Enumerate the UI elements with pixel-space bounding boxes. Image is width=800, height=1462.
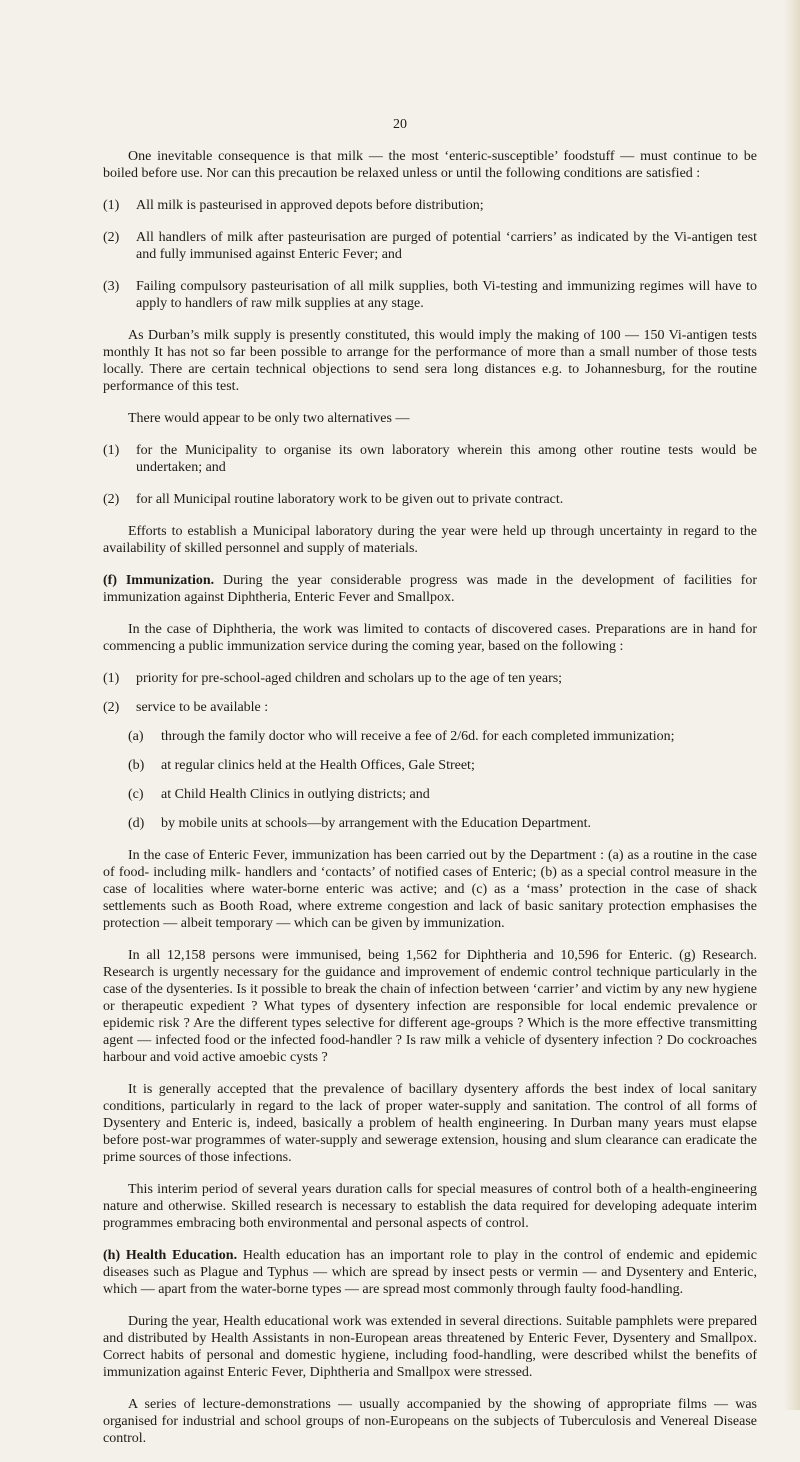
section-text: During the year considerable progress was made in the development of facilities for immunization against Diphtheria, Enteric Fever and Smallpox. (103, 573, 757, 605)
list-text: by mobile units at schools—by arrangement with the Education Department. (161, 816, 592, 831)
sub-list-item (103, 728, 757, 745)
list-number: (1) (103, 443, 120, 458)
list-text: at regular clinics held at the Health Offices, Gale Street; (161, 758, 475, 773)
paragraph: In all 12,158 persons were immunised, being 1,562 for Diphtheria and 10,596 for Enteric. (g) Research. Research is urgently necessary for the guidance and improvement of endemic control technique particularly in the case of the dysenteries. Is it possible to break the chain of infection between ‘carrier’ and victim by any new hygiene or therapeutic expedient ? What types of dysentery infection are responsible for local endemic prevalence or epidemic risk ? Are the different types selective for different age-groups ? Which is the more effective transmitting agent — infected food or the infected food-handler ? Is raw milk a vehicle of dysentery infection ? Do cockroaches harbour and void active amoebic cysts ? (103, 948, 757, 1065)
list-item (103, 491, 757, 508)
section-h (103, 1247, 757, 1298)
section-heading: (h) Health Education. (103, 1248, 238, 1263)
paragraph: During the year, Health educational work was extended in several directions. Suitable pamphlets were prepared and distributed by Health Assistants in non-European areas threatened by Enteric Fever, Dysentery and Smallpox. Correct habits of personal and domestic hygiene, including food-handling, were described whilst the benefits of immunization against Enteric Fever, Diphtheria and Smallpox were stressed. (103, 1314, 757, 1380)
list-text: All milk is pasteurised in approved depots before distribution; (136, 198, 484, 213)
list-letter: (a) (128, 729, 144, 744)
list-text: service to be available : (136, 700, 269, 715)
list-number: (2) (103, 492, 120, 507)
list-letter: (d) (128, 816, 145, 831)
paragraph: Efforts to establish a Municipal laboratory during the year were held up through uncertainty in regard to the availability of skilled personnel and supply of materials. (103, 524, 757, 556)
document-body (103, 148, 757, 1462)
sub-list-item (103, 757, 757, 774)
sub-list-item (103, 786, 757, 803)
paragraph: In the case of Enteric Fever, immunization has been carried out by the Department : (a) as a routine in the case of food- including milk- handlers and ‘contacts’ of notified cases of Enteric; (b) as a special control measure in the case of localities where water-borne enteric was active; and (c) as a ‘mass’ protection in the case of shack settlements such as Booth Road, where extreme congestion and lack of basic sanitary protection emphasises the protection — albeit temporary — which can be given by immunization. (103, 848, 757, 931)
list-text: for the Municipality to organise its own laboratory wherein this among other routine tests would be undertaken; and (136, 443, 757, 475)
section-text: Health education has an important role to play in the control of endemic and epidemic diseases such as Plague and Typhus — which are spread by insect pests or vermin — and Dysentery and Enteric, which — apart from the water-borne types — are spread most commonly through faulty food-handling. (103, 1248, 757, 1297)
paragraph: There would appear to be only two alternatives — (128, 411, 410, 426)
paragraph: This interim period of several years duration calls for special measures of control both of a health-engineering nature and otherwise. Skilled research is necessary to establish the data required for developing adequate interim programmes embracing both environmental and personal aspects of control. (103, 1182, 757, 1231)
sub-list-item (103, 815, 757, 832)
list-text: through the family doctor who will receive a fee of 2/6d. for each completed immunization; (161, 729, 675, 744)
section-f (103, 572, 757, 606)
list-number: (3) (103, 279, 120, 294)
paragraph: One inevitable consequence is that milk — the most ‘enteric-susceptible’ foodstuff — must continue to be boiled before use. Nor can this precaution be relaxed unless or until the following conditions are satisfied : (103, 149, 757, 181)
list-item (103, 699, 757, 716)
list-number: (2) (103, 700, 120, 715)
list-text: for all Municipal routine laboratory work to be given out to private contract. (136, 492, 564, 507)
paragraph: A series of lecture-demonstrations — usually accompanied by the showing of appropriate films — was organised for industrial and school groups of non-Europeans on the subjects of Tuberculosis and Venereal Disease control. (103, 1397, 757, 1446)
paragraph: It is generally accepted that the prevalence of bacillary dysentery affords the best index of local sanitary conditions, particularly in regard to the lack of proper water-supply and sanitation. The control of all forms of Dysentery and Enteric is, indeed, basically a problem of health engineering. In Durban many years must elapse before post-war programmes of water-supply and sewerage extension, housing and slum clearance can eradicate the prime sources of those infections. (103, 1082, 757, 1165)
list-number: (1) (103, 198, 120, 213)
list-item (103, 670, 757, 687)
list-text: All handlers of milk after pasteurisation are purged of potential ‘carriers’ as indicated by the Vi-antigen test and fully immunised against Enteric Fever; and (136, 230, 757, 262)
list-item (103, 278, 757, 312)
list-text: at Child Health Clinics in outlying districts; and (161, 787, 430, 802)
list-number: (1) (103, 671, 120, 686)
list-letter: (c) (128, 787, 144, 802)
list-text: priority for pre-school-aged children and scholars up to the age of ten years; (136, 671, 563, 686)
list-item (103, 442, 757, 476)
list-item (103, 229, 757, 263)
paragraph: In the case of Diphtheria, the work was limited to contacts of discovered cases. Preparations are in hand for commencing a public immunization service during the coming year, based on the following : (103, 622, 757, 654)
section-heading: (f) Immunization. (103, 573, 215, 588)
list-text: Failing compulsory pasteurisation of all milk supplies, both Vi-testing and immunizing regimes will have to apply to handlers of raw milk supplies at any stage. (136, 279, 757, 311)
page-edge-shadow (784, 0, 800, 1410)
list-item (103, 197, 757, 214)
list-number: (2) (103, 230, 120, 245)
paragraph: As Durban’s milk supply is presently constituted, this would imply the making of 100 — 150 Vi-antigen tests monthly It has not so far been possible to arrange for the performance of more than a small number of those tests locally. There are certain technical objections to send sera long distances e.g. to Johannesburg, for the routine performance of this test. (103, 328, 757, 394)
list-letter: (b) (128, 758, 145, 773)
page-number: 20 (393, 117, 407, 132)
